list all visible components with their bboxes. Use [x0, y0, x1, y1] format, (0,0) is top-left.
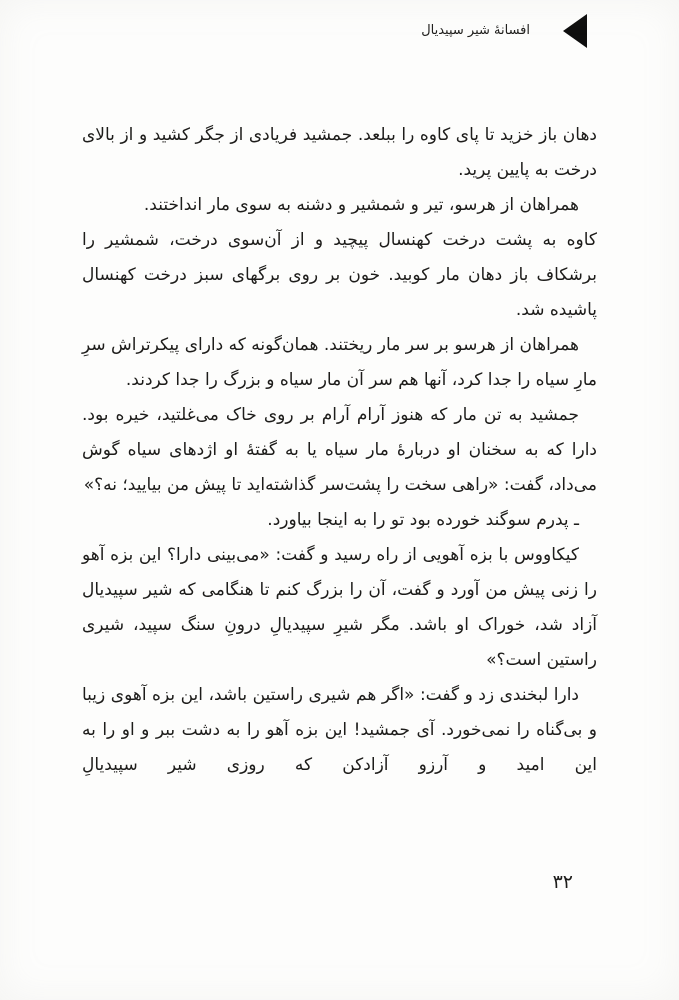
dialogue-line: ـ پدرم سوگند خورده بود تو را به اینجا بیاورد.: [267, 510, 579, 530]
running-header: [421, 14, 587, 48]
paragraph: کیکاووس با بزه آهویی از راه رسید و گفت: «می‌بینی دارا؟ این بزه آهو را زنی پیش من آورد و گفت، آن را بزرگ کنم تا هنگامی که شیر سپیدیال آزاد شد، خوراک او باشد. مگر شیرِ سپیدیالِ درونِ سنگ سپید، شیری راستین است؟»: [82, 545, 597, 670]
paragraph: جمشید به تن مار که هنوز آرام آرام بر روی خاک می‌غلتید، خیره بود. دارا که به سخنان او دربارهٔ مار سیاه یا به گفتهٔ او اژدهای سیاه گوش می‌داد، گفت: «راهی سخت را پشت‌سر گذاشته‌اید تا پیش من بیایید؛ نه؟»: [82, 405, 597, 495]
paragraph: همراهان از هرسو، تیر و شمشیر و دشنه به سوی مار انداختند.: [143, 195, 579, 215]
paragraph: کاوه به پشت درخت کهنسال پیچید و از آن‌سوی درخت، شمشیر را برشکاف باز دهان مار کوبید. خون بر روی برگهای سبز درخت کهنسال پاشیده شد.: [82, 230, 597, 320]
paragraph: دارا لبخندی زد و گفت: «اگر هم شیری راستین باشد، این بزه آهوی زیبا و بی‌گناه را نمی‌خورد. آی جمشید! این بزه آهو را به دشت ببر و او را به این امید و آرزو آزادکن که روزی شیر سپیدیالِ: [82, 685, 597, 775]
left-triangle-icon: [563, 14, 587, 48]
page-body-text: [82, 118, 597, 783]
page-number: ۳۲: [552, 871, 573, 893]
paragraph: دهان باز خزید تا پای کاوه را ببلعد. جمشید فریادی از جگر کشید و از بالای درخت به پایین پرید.: [82, 125, 597, 180]
book-title: افسانهٔ شیر سپیدیال: [421, 23, 530, 38]
paragraph: همراهان از هرسو بر سر مار ریختند. همان‌گونه که دارای پیکرتراش سرِ مارِ سیاه را جدا کرد، آنها هم سر آن مار سیاه و بزرگ را جدا کردند.: [82, 335, 597, 390]
